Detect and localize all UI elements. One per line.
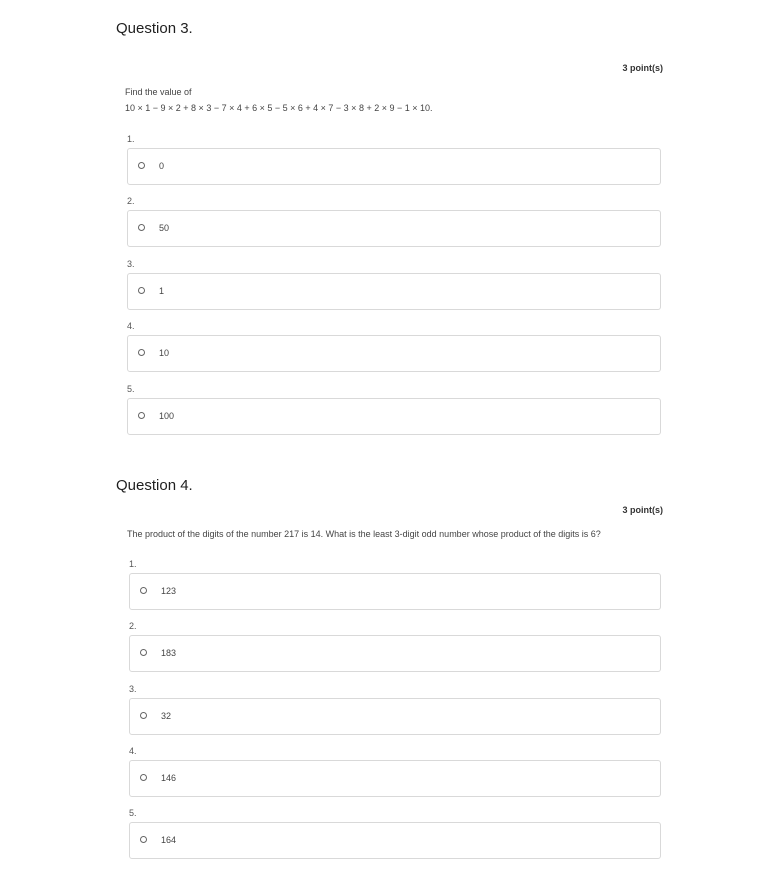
radio-button-icon[interactable] [140,649,147,656]
answer-option-5[interactable] [129,822,661,859]
radio-button-icon[interactable] [138,162,145,169]
points-badge: 3 point(s) [622,63,663,73]
answer-option-4[interactable] [129,760,661,797]
option-number: 5. [127,384,135,394]
answer-option-3[interactable] [129,698,661,735]
option-number: 2. [129,621,137,631]
option-number: 4. [129,746,137,756]
radio-button-icon[interactable] [138,349,145,356]
points-badge: 3 point(s) [622,505,663,515]
answer-option-1[interactable] [127,148,661,185]
option-number: 2. [127,196,135,206]
radio-button-icon[interactable] [138,287,145,294]
answer-option-1[interactable] [129,573,661,610]
option-label: 123 [161,586,177,596]
answer-option-2[interactable] [127,210,661,247]
option-number: 5. [129,808,137,818]
option-number: 4. [127,321,135,331]
option-label: 164 [161,835,177,845]
option-number: 1. [127,134,135,144]
option-label: 10 [159,348,170,358]
option-label: 50 [159,223,170,233]
radio-button-icon[interactable] [140,587,147,594]
radio-button-icon[interactable] [140,774,147,781]
prompt-line: The product of the digits of the number 217 is 14. What is the least 3-digit odd number whose product of the digits is 6? [127,529,601,539]
question-prompt [127,526,601,542]
question-title: Question 3. [116,20,193,37]
option-number: 1. [129,559,137,569]
option-label: 0 [159,161,165,171]
answer-option-4[interactable] [127,335,661,372]
prompt-line: 10 × 1 − 9 × 2 + 8 × 3 − 7 × 4 + 6 × 5 − 5 × 6 + 4 × 7 − 3 × 8 + 2 × 9 − 1 × 10. [125,103,433,113]
question-prompt [125,84,433,116]
answer-option-5[interactable] [127,398,661,435]
radio-button-icon[interactable] [138,224,145,231]
radio-button-icon[interactable] [140,836,147,843]
option-label: 183 [161,648,177,658]
option-label: 100 [159,411,175,421]
radio-button-icon[interactable] [140,712,147,719]
question-title: Question 4. [116,477,193,494]
answer-option-2[interactable] [129,635,661,672]
answer-option-3[interactable] [127,273,661,310]
option-number: 3. [129,684,137,694]
option-label: 32 [161,711,172,721]
option-label: 146 [161,773,177,783]
option-number: 3. [127,259,135,269]
prompt-line: Find the value of [125,87,192,97]
radio-button-icon[interactable] [138,412,145,419]
option-label: 1 [159,286,165,296]
